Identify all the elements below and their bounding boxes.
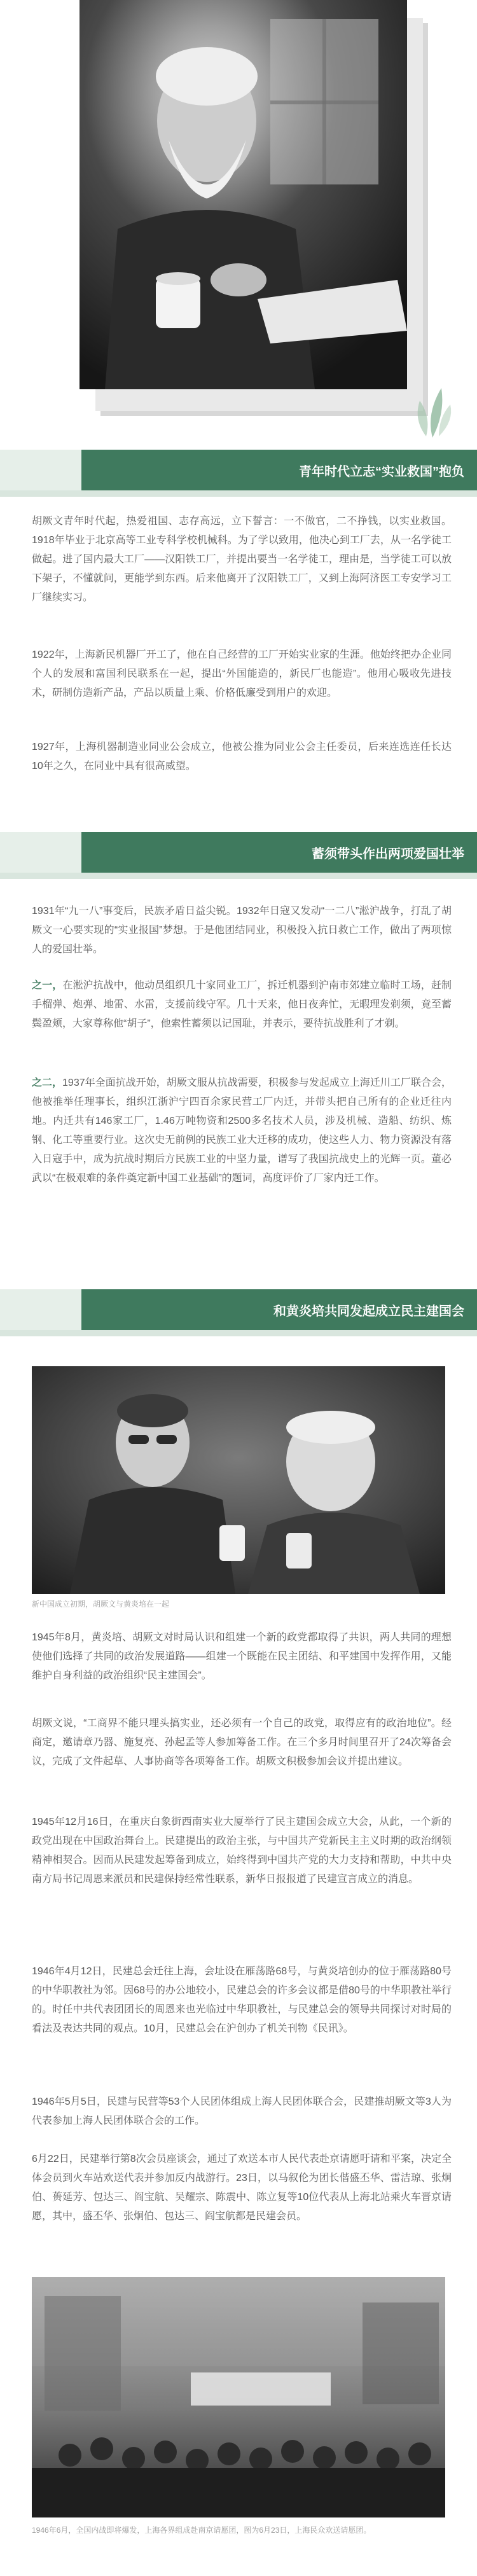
portrait-photo <box>80 0 407 389</box>
leaf-decoration-icon <box>413 375 454 439</box>
photo-caption: 1946年6月，全国内战即将爆发，上海各界组成赴南京请愿团，图为6月23日，上海民众欢送请愿团。 <box>32 2526 371 2535</box>
paragraph: 1931年“九一八”事变后，民族矛盾日益尖锐。1932年日寇又发动“一二八”淞沪战争，打乱了胡厥文一心要实现的“实业报国”梦想。于是他团结同业，积极投入抗日救亡工作，做出了两项惊人的爱国壮举。 <box>32 906 452 955</box>
section-title: 和黄炎培共同发起成立民主建国会 <box>273 1304 464 1319</box>
historical-photo-1 <box>32 1366 445 1594</box>
paragraph: 1946年4月12日，民建总会迁往上海，会址设在雁荡路68号，与黄炎培创办的位于雁荡路80号的中华职教社为邻。因68号的办公地较小，民建总会的许多会议都是借80号的中华职教社举行的。时任中共代表团团长的周恩来也光临过中华职教社，与民建总会的领导共同探讨对时局的看法及表达共同的观点。10月，民建总会在沪创办了机关刊物《民讯》。 <box>32 1966 452 2034</box>
photo-illustration <box>32 1366 445 1594</box>
paragraph: 1922年，上海新民机器厂开工了，他在自己经营的工厂开始实业家的生涯。他始终把办企业同个人的发展和富国利民联系在一起，提出“外国能造的，新民厂也能造”。他用心吸收先进技术，研制仿造新产品，产品以质量上乘、价格低廉受到用户的欢迎。 <box>32 649 452 698</box>
section-header-youth <box>0 450 477 490</box>
paragraph: 胡厥文青年时代起，热爱祖国、志存高远，立下誓言：一不做官，二不挣钱，以实业救国。1918年毕业于北京高等工业专科学校机械科。为了学以致用，他决心到工厂去，从一名学徒工做起。进了国内最大工厂——汉阳铁工厂，并提出要当一名学徒工，理由是，当学徒工可以放下架子，不懂就问，更能学到东西。后来他离开了汉阳铁工厂，又到上海阿济医工专安学习工厂继续实习。 <box>32 516 452 603</box>
paragraph-text: 在淞沪抗战中，他动员组织几十家同业工厂，拆迁机器到沪南市郊建立临时工场，赶制手榴弹、炮弹、地雷、水雷，支援前线守军。几十天来，他日夜奔忙，无暇理发剃须，竟至蓄鬓盈颊，大家尊称他“胡子”，他索性蓄须以记国耻，并表示，要待抗战胜利了才剃。 <box>32 980 452 1029</box>
paragraph: 6月22日，民建举行第8次会员座谈会，通过了欢送本市人民代表赴京请愿吁请和平案，决定全体会员到火车站欢送代表并参加反内战游行。23日，以马叙伦为团长偕盛丕华、雷洁琼、张炯伯、蒉延芳、包达三、阎宝航、吴耀宗、陈震中、陈立复等10位代表从上海北站乘火车晋京请愿，其中，盛丕华、张炯伯、包达三、阎宝航都是民建会员。 <box>32 2154 452 2222</box>
paragraph-with-emphasis <box>32 1074 452 1188</box>
section-header-underline <box>0 1330 477 1336</box>
photo-illustration <box>32 2277 445 2517</box>
section-header-bar <box>0 832 81 873</box>
paragraph: 1945年12月16日，在重庆白象街西南实业大厦举行了民主建国会成立大会，从此，一个新的政党出现在中国政治舞台上。民建提出的政治主张，与中国共产党新民主主义时期的政治纲领精神相契合。因而从民建发起筹备到成立，始终得到中国共产党的大力支持和帮助，中共中央南方局书记周恩来派员和民建保持经常性联系，新华日报报道了民建宣言成立的消息。 <box>32 1817 452 1885</box>
emphasis-label: 之一， <box>32 980 63 991</box>
section-header-underline <box>0 873 477 879</box>
photo-caption: 新中国成立初期，胡厥文与黄炎培在一起 <box>32 1600 170 1609</box>
section-header-patriotic <box>0 832 477 873</box>
paragraph: 胡厥文说，“工商界不能只埋头搞实业，还必须有一个自己的政党，取得应有的政治地位”。经商定，邀请章乃器、施复亮、孙起孟等人参加筹备工作。在三个多月时间里召开了24次筹备会议，完成了文件起草、人事协商等各项筹备工作。胡厥文积极参加会议并提出建议。 <box>32 1718 452 1767</box>
paragraph: 1927年，上海机器制造业同业公会成立，他被公推为同业公会主任委员，后来连选连任长达10年之久，在同业中具有很高威望。 <box>32 742 452 772</box>
paragraph: 1945年8月，黄炎培、胡厥文对时局认识和组建一个新的政党都取得了共识，两人共同的理想使他们选择了共同的政治发展道路——组建一个既能在民主团结、和平建国中发挥作用，又能维护自身利益的政治组织“民主建国会”。 <box>32 1632 452 1681</box>
section-header-underline <box>0 490 477 497</box>
section-header-bar <box>0 1289 81 1330</box>
paragraph: 1946年5月5日，民建与民营等53个人民团体组成上海人民团体联合会，民建推胡厥文等3人为代表参加上海人民团体联合会的工作。 <box>32 2096 452 2126</box>
emphasis-label: 之二， <box>32 1077 63 1088</box>
portrait-illustration <box>80 0 407 389</box>
paragraph-with-emphasis <box>32 976 452 1034</box>
paragraph-text: 1937年全面抗战开始，胡厥文服从抗战需要，积极参与发起成立上海迁川工厂联合会，他被推举任理事长，组织江浙沪宁四百余家民营工厂内迁，并带头把自己所有的企业迁往内地。内迁共有146家工厂，1.46万吨物资和2500多名技术人员，涉及机械、造船、纺织、炼钢、化工等重要行业。这次史无前例的民族工业大迁移的成功，使这些人力、物力资源没有落入日寇手中，成为抗战时期后方民族工业的中坚力量，谱写了我国抗战史上的光辉一页。董必武以“在极艰难的条件奠定新中国工业基础”的题词，高度评价了厂家内迁工作。 <box>32 1077 452 1184</box>
section-title: 蓄须带头作出两项爱国壮举 <box>312 847 464 861</box>
section-header-bar <box>0 450 81 490</box>
hero <box>0 0 477 458</box>
section-header-founding <box>0 1289 477 1330</box>
historical-photo-2 <box>32 2277 445 2517</box>
section-title: 青年时代立志“实业救国”抱负 <box>299 464 464 479</box>
